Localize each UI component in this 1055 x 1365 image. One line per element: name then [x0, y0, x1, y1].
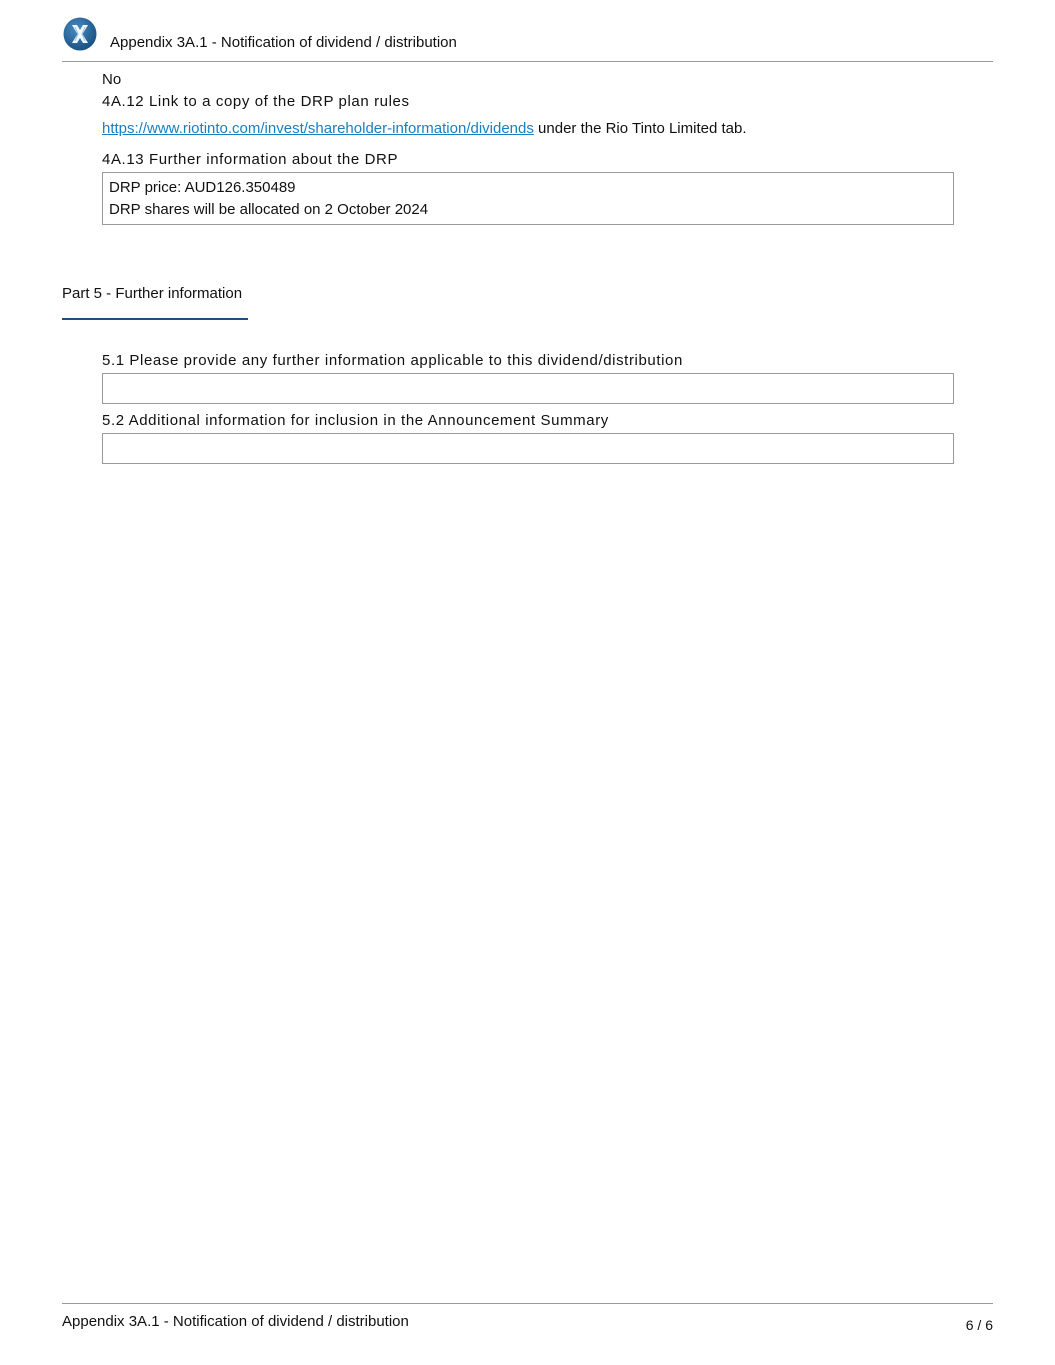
question-52-label: 5.2 Additional information for inclusion in the Announcement Summary — [102, 412, 609, 429]
question-4a13-label: 4A.13 Further information about the DRP — [102, 151, 399, 168]
page-header — [62, 16, 993, 62]
section-title-underline — [62, 318, 248, 320]
footer-divider — [62, 1303, 993, 1304]
page-number: 6 / 6 — [965, 1317, 993, 1333]
asx-logo-icon — [63, 17, 97, 51]
drp-plan-rules-suffix: under the Rio Tinto Limited tab. — [533, 120, 747, 137]
question-51-answer-box — [102, 373, 954, 404]
answer-no: No — [102, 71, 122, 88]
part5-section-title: Part 5 - Further information — [62, 285, 243, 302]
drp-allocation-text: DRP shares will be allocated on 2 October 2024 — [109, 201, 429, 218]
question-4a12-label: 4A.12 Link to a copy of the DRP plan rules — [102, 93, 410, 110]
drp-price-text: DRP price: AUD126.350489 — [109, 179, 296, 196]
drp-plan-rules-link[interactable]: https://www.riotinto.com/invest/shareholder-information/dividends — [102, 120, 534, 137]
footer-title: Appendix 3A.1 - Notification of dividend / distribution — [62, 1313, 409, 1330]
question-52-answer-box — [102, 433, 954, 464]
drp-plan-rules-line — [102, 120, 954, 138]
question-51-label: 5.1 Please provide any further information applicable to this dividend/distribution — [102, 352, 683, 369]
drp-further-info-box — [102, 172, 954, 225]
header-title: Appendix 3A.1 - Notification of dividend / distribution — [110, 34, 457, 51]
